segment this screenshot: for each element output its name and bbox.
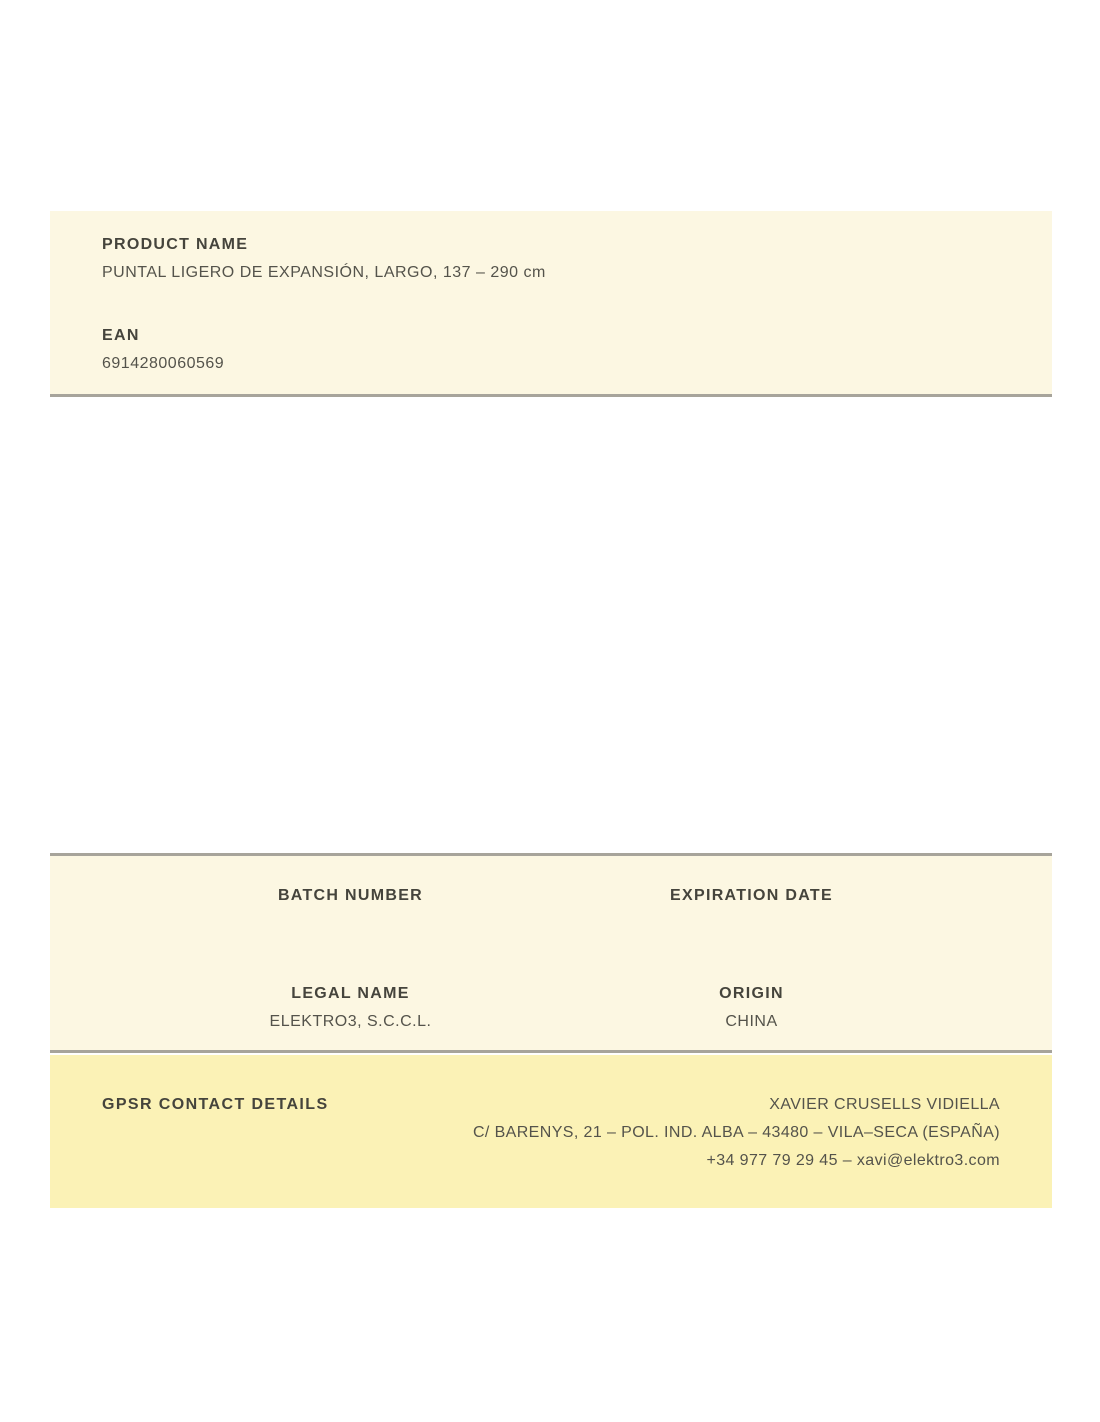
product-name-label: PRODUCT NAME: [102, 236, 249, 253]
expiration-date-field: [551, 886, 952, 914]
origin-label: ORIGIN: [719, 985, 784, 1002]
gpsr-contact-lines: [473, 1091, 1000, 1175]
product-section: [50, 211, 1052, 397]
legal-name-value: ELEKTRO3, S.C.C.L.: [269, 1013, 432, 1030]
origin-value: CHINA: [725, 1013, 778, 1030]
contact-person: XAVIER CRUSELLS VIDIELLA: [769, 1096, 1000, 1113]
legal-name-label: LEGAL NAME: [291, 985, 410, 1002]
legal-name-field: [150, 984, 551, 1031]
batch-number-field: [150, 886, 551, 914]
ean-field: [102, 326, 1000, 373]
ean-label: EAN: [102, 327, 140, 344]
gpsr-contact-section: [50, 1055, 1052, 1208]
ean-value: 6914280060569: [102, 355, 225, 372]
product-name-field: [102, 235, 1000, 282]
expiration-date-label: EXPIRATION DATE: [670, 887, 833, 904]
product-name-value: PUNTAL LIGERO DE EXPANSIÓN, LARGO, 137 – 290 cm: [102, 264, 546, 281]
batch-number-label: BATCH NUMBER: [277, 887, 424, 904]
origin-field: [551, 984, 952, 1031]
traceability-grid: [150, 886, 952, 1031]
contact-phone-email: +34 977 79 29 45 – xavi@elektro3.com: [706, 1152, 1000, 1169]
contact-address: C/ BARENYS, 21 – POL. IND. ALBA – 43480 – VILA–SECA (ESPAÑA): [472, 1124, 1000, 1141]
gpsr-contact-label: GPSR CONTACT DETAILS: [102, 1096, 329, 1113]
traceability-section: [50, 853, 1052, 1053]
